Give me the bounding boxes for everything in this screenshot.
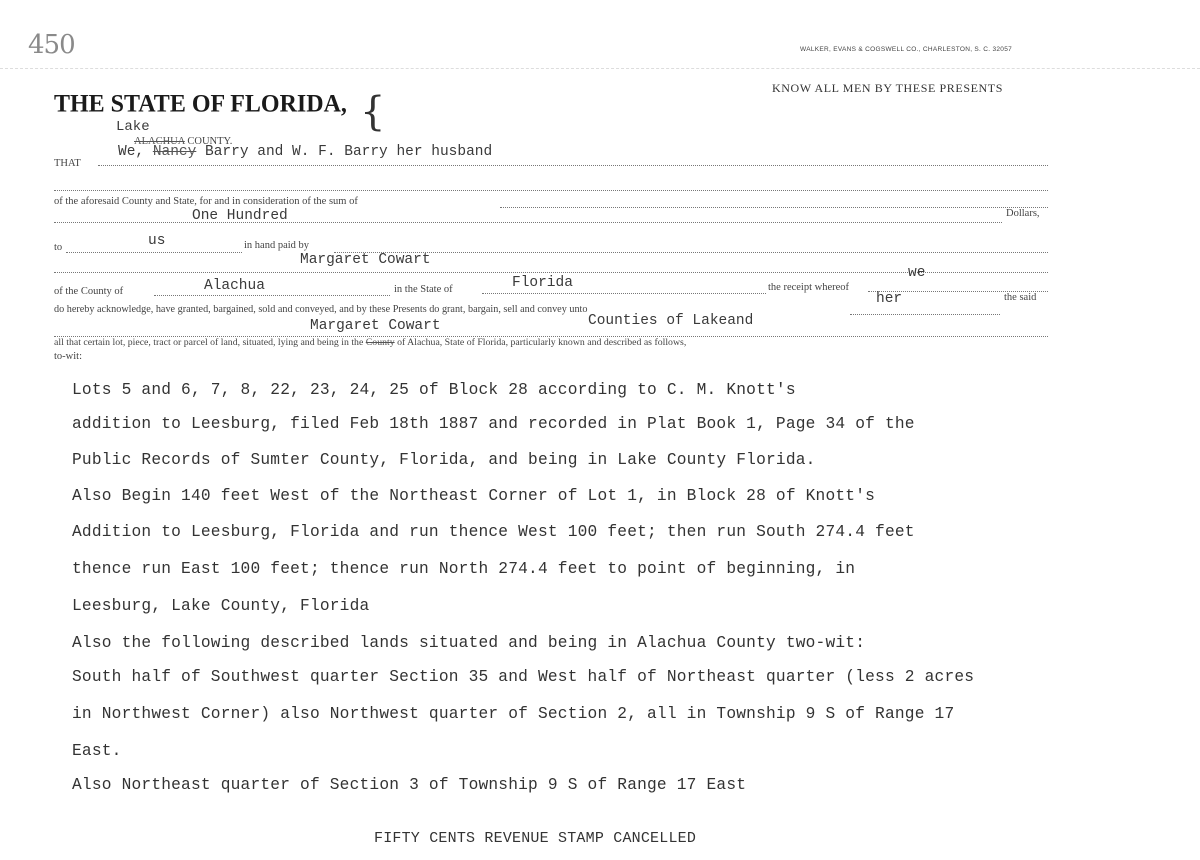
lot-description-label [54,337,686,348]
printer-imprint: WALKER, EVANS & COGSWELL CO., CHARLESTON, S. C. 32057 [800,46,1013,53]
dotted-line [154,295,390,296]
hereby-label: do hereby acknowledge, have granted, bargained, sold and conveyed, and by these Presents do grant, bargain, sell and convey unto [54,304,588,315]
know-all-men-heading: KNOW ALL MEN BY THESE PRESENTS [772,81,1004,95]
to-typed: us [148,233,166,249]
county-struck: ALACHUA [134,136,185,147]
that-label: THAT [54,158,81,169]
dotted-line [334,252,1048,253]
description-line: Also Begin 140 feet West of the Northeast Corner of Lot 1, in Block 28 of Knott's [72,487,876,505]
to-label: to [54,242,63,253]
description-line: Public Records of Sumter County, Florida, and being in Lake County Florida. [72,451,816,469]
description-line: Leesburg, Lake County, Florida [72,597,370,615]
to-wit-label: to-wit: [54,351,82,362]
of-county-label: of the County of [54,286,124,297]
description-line: in Northwest Corner) also Northwest quarter of Section 2, all in Township 9 S of Range 17 [72,705,955,723]
page-number: 450 [28,30,75,60]
description-line: South half of Southwest quarter Section 35 and West half of Northeast quarter (less 2 acres [72,668,975,686]
unto-typed: her [876,291,903,307]
receipt-label: the receipt whereof [768,282,850,293]
county-typed: Lake [116,119,150,135]
description-line: addition to Leesburg, filed Feb 18th 1887 and recorded in Plat Book 1, Page 34 of the [72,415,915,433]
dotted-line [850,314,1000,315]
counties-typed: Counties of Lakeand [588,313,754,329]
dotted-line [482,293,766,294]
brace-glyph: { [360,89,386,135]
description-line: Lots 5 and 6, 7, 8, 22, 23, 24, 25 of Block 28 according to C. M. Knott's [72,381,796,399]
page-edge-line [0,68,1200,69]
state-typed: Florida [512,275,573,291]
sum-typed: One Hundred [192,208,288,224]
dotted-line [500,207,1048,208]
dotted-line [98,165,1048,166]
in-hand-label: in hand paid by [244,240,310,251]
description-line: Addition to Leesburg, Florida and run thence West 100 feet; then run South 274.4 feet [72,523,915,541]
grantors-we: We, [118,144,145,160]
lot-label-b: of Alachua, State of Florida, particularly known and described as follows, [397,337,687,348]
revenue-stamp-note: FIFTY CENTS REVENUE STAMP CANCELLED [374,830,697,847]
document-title: THE STATE OF FLORIDA, [54,90,347,118]
grantors-field [118,144,492,160]
dotted-line [54,190,1048,191]
description-line: East. [72,742,122,760]
dotted-line [54,222,1002,223]
grantors-struck: Nancy [152,144,197,160]
lot-label-a: all that certain lot, piece, tract or parcel of land, situated, lying and being in the [54,337,364,348]
description-line: Also the following described lands situated and being in Alachua County two-wit: [72,634,866,652]
description-line: thence run East 100 feet; thence run North 274.4 feet to point of beginning, in [72,560,856,578]
description-line: Also Northeast quarter of Section 3 of Township 9 S of Range 17 East [72,776,747,794]
said-label: the said [1004,292,1037,303]
receipt-typed: we [908,265,926,281]
county-of-typed: Alachua [204,278,265,294]
county-label: COUNTY. [187,136,233,147]
payer-typed: Margaret Cowart [300,252,431,268]
lot-struck: County [365,337,395,348]
grantee-typed: Margaret Cowart [310,318,441,334]
aforesaid-label: of the aforesaid County and State, for and in consideration of the sum of [54,196,358,207]
grantors-names: Barry and W. F. Barry her husband [205,144,493,160]
dotted-line [66,252,242,253]
dotted-line [54,272,1048,273]
in-state-label: in the State of [394,284,453,295]
dollars-label: Dollars, [1006,208,1040,219]
